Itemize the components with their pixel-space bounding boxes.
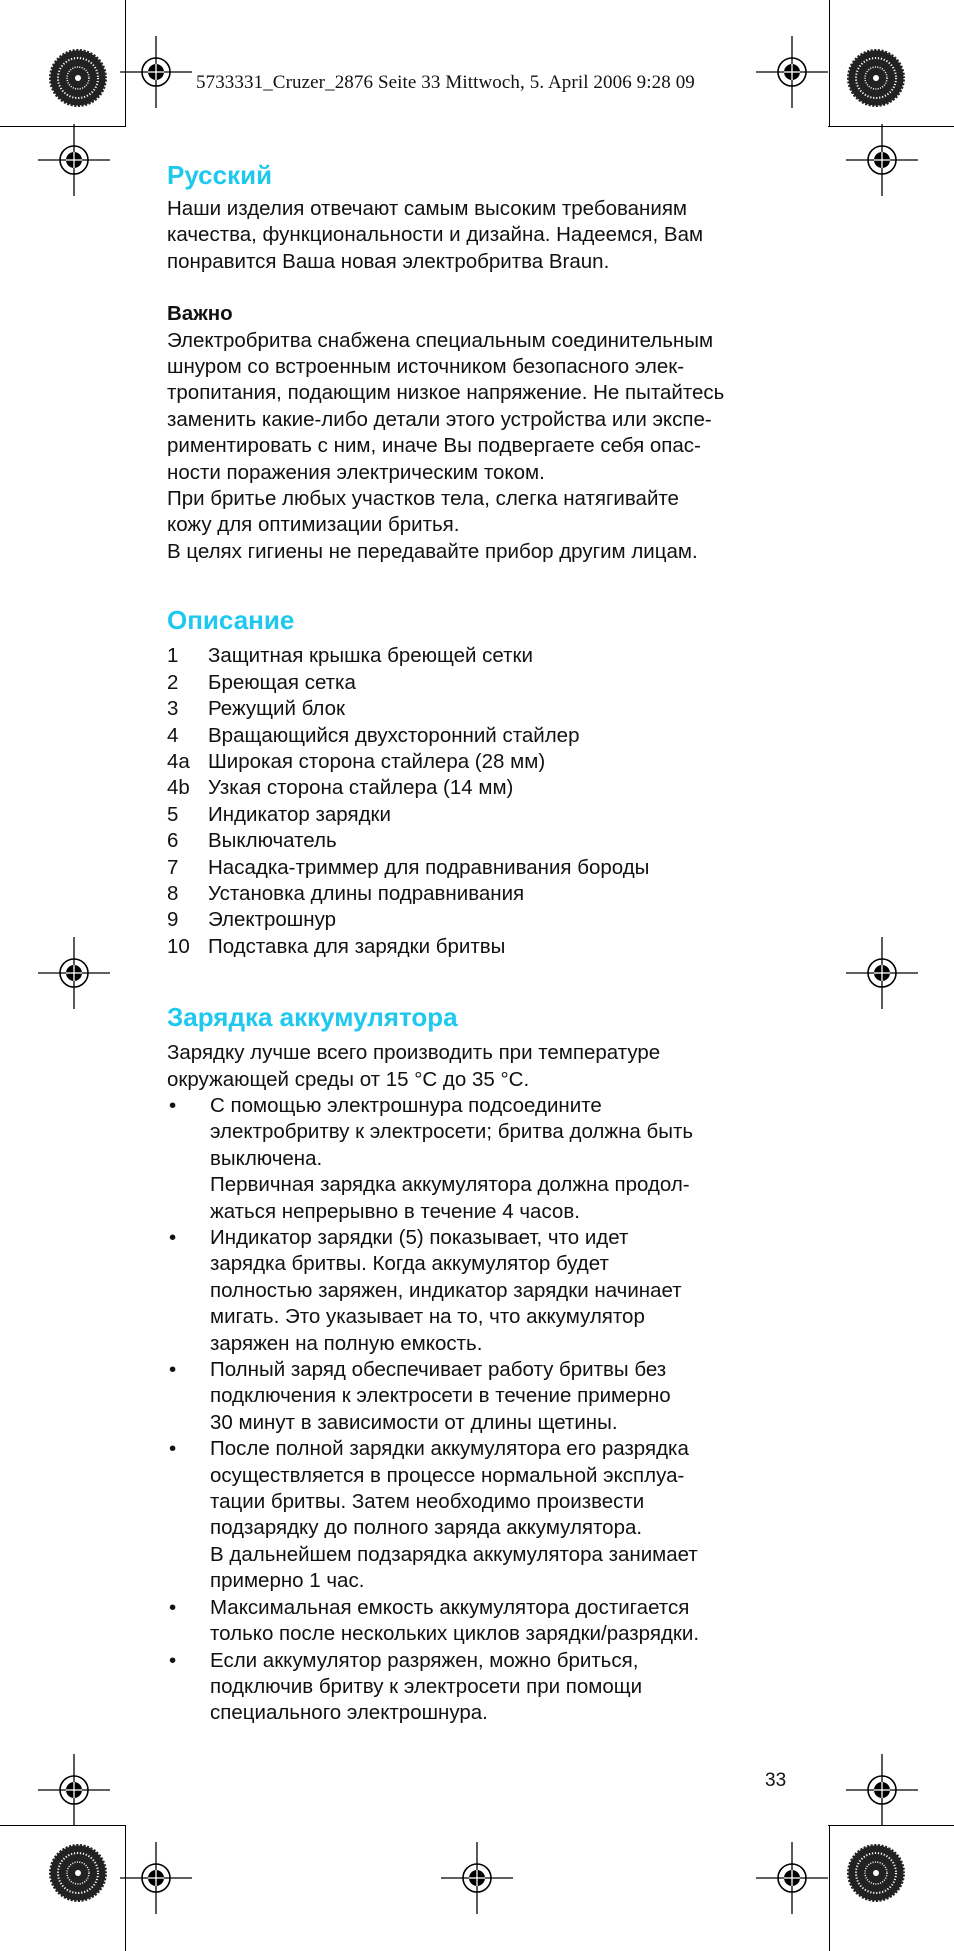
important-title: Важно (167, 302, 233, 326)
item-number: 3 (167, 697, 179, 721)
text-line: заменить какие-либо детали этого устройства или экспе- (167, 407, 712, 431)
item-text: Насадка-триммер для подравнивания бороды (208, 855, 650, 879)
list-item (167, 775, 807, 801)
item-text: Защитная крышка бреющей сетки (208, 644, 533, 668)
text-line: окружающей среды от 15 °C до 35 °C. (167, 1067, 530, 1091)
text-line: ности поражения электрическим током. (167, 460, 545, 484)
item-text: Режущий блок (208, 697, 345, 721)
charging-bullets (167, 1093, 807, 1727)
item-number: 9 (167, 908, 179, 932)
text-line: Если аккумулятор разряжен, можно бриться, (210, 1648, 639, 1672)
item-text: Индикатор зарядки (208, 802, 391, 826)
starburst-target-icon (49, 49, 107, 107)
list-item (167, 802, 807, 828)
list-item (167, 749, 807, 775)
text-line: риментировать с ним, иначе Вы подвергаете себя опас- (167, 434, 701, 458)
text-line: жаться непрерывно в течение 4 часов. (210, 1199, 580, 1223)
list-item (167, 855, 807, 881)
registration-mark-icon (846, 1754, 918, 1826)
list-item (167, 723, 807, 749)
text-line: Индикатор зарядки (5) показывает, что идет (210, 1226, 629, 1249)
text-line: заряжен на полную емкость. (210, 1331, 483, 1355)
text-line: Зарядку лучше всего производить при температуре (167, 1041, 661, 1065)
text-line: примерно 1 час. (210, 1569, 365, 1593)
bullet-icon: • (169, 1595, 177, 1619)
item-number: 7 (167, 855, 179, 879)
text-line: подключив бритву к электросети при помощи (210, 1674, 643, 1698)
item-number: 6 (167, 829, 179, 853)
starburst-target-icon (49, 1844, 107, 1902)
text-line: После полной зарядки аккумулятора его разрядка (210, 1437, 689, 1461)
text-line: мигать. Это указывает на то, что аккумулятор (210, 1305, 645, 1329)
section-heading-russian: Русский (167, 160, 273, 190)
text-line: Полный заряд обеспечивает работу бритвы без (210, 1358, 667, 1382)
bullet-item (167, 1436, 807, 1594)
text-line: осуществляется в процессе нормальной эксплуа- (210, 1463, 685, 1487)
text-line: С помощью электрошнура подсоедините (210, 1093, 602, 1117)
item-text: Подставка для зарядки бритвы (208, 934, 506, 958)
text-line: Максимальная емкость аккумулятора достигается (210, 1595, 690, 1619)
text-line: В целях гигиены не передавайте прибор другим лицам. (167, 539, 698, 563)
item-number: 1 (167, 644, 179, 668)
text-line: только после нескольких циклов зарядки/разрядки. (210, 1622, 700, 1646)
text-line: подзарядку до полного заряда аккумулятора. (210, 1516, 643, 1540)
item-text: Электрошнур (208, 908, 336, 932)
print-slug: 5733331_Cruzer_2876 Seite 33 Mittwoch, 5. April 2006 9:28 09 (196, 72, 695, 93)
text-line: Первичная зарядка аккумулятора должна продол- (210, 1173, 690, 1197)
list-item (167, 828, 807, 854)
registration-mark-icon (120, 1842, 192, 1914)
text-line: тропитания, подающим низкое напряжение. Не пытайтесь (167, 381, 725, 405)
registration-mark-icon (120, 36, 192, 108)
item-text: Широкая сторона стайлера (28 мм) (208, 749, 546, 773)
text-line: В дальнейшем подзарядка аккумулятора занимает (210, 1542, 698, 1566)
text-line: Электробритва снабжена специальным соединительным (167, 328, 714, 352)
text-line: подключения к электросети в течение примерно (210, 1384, 671, 1408)
page-number: 33 (765, 1770, 787, 1791)
list-item (167, 696, 807, 722)
bullet-icon: • (169, 1358, 177, 1382)
registration-mark-icon (38, 937, 110, 1009)
bullet-icon: • (169, 1648, 177, 1672)
section-heading-charging: Зарядка аккумулятора (167, 1002, 458, 1033)
list-item (167, 643, 807, 669)
bullet-item (167, 1595, 807, 1648)
starburst-target-icon (847, 1844, 905, 1902)
list-item (167, 934, 807, 960)
text-line: шнуром со встроенным источником безопасного элек- (167, 355, 685, 379)
text-line: кожу для оптимизации бритья. (167, 513, 460, 537)
item-number: 2 (167, 670, 179, 694)
list-item (167, 670, 807, 696)
registration-mark-icon (756, 36, 828, 108)
item-text: Установка длины подравнивания (208, 881, 525, 905)
registration-mark-icon (756, 1842, 828, 1914)
item-number: 8 (167, 881, 179, 905)
bullet-item (167, 1225, 807, 1357)
text-line: 30 минут в зависимости от длины щетины. (210, 1410, 618, 1434)
item-text: Бреющая сетка (208, 670, 356, 694)
intro-paragraph (167, 196, 807, 275)
registration-mark-icon (38, 124, 110, 196)
text-line: тации бритвы. Затем необходимо произвести (210, 1490, 645, 1514)
text-line: Наши изделия отвечают самым высоким требованиям (167, 197, 688, 220)
text-line: При бритье любых участков тела, слегка натягивайте (167, 487, 679, 511)
registration-mark-icon (846, 937, 918, 1009)
item-text: Вращающийся двухсторонний стайлер (208, 723, 580, 747)
starburst-target-icon (847, 49, 905, 107)
bullet-icon: • (169, 1437, 177, 1461)
registration-mark-icon (38, 1754, 110, 1826)
charging-intro (167, 1040, 807, 1093)
item-number: 4a (167, 749, 190, 773)
list-item (167, 907, 807, 933)
registration-mark-icon (441, 1842, 513, 1914)
item-text: Выключатель (208, 829, 337, 853)
text-line: понравится Ваша новая электробритва Braun. (167, 249, 610, 273)
document-body (167, 155, 807, 1727)
bullet-item (167, 1093, 807, 1225)
item-number: 4b (167, 776, 190, 800)
text-line: электробритву к электросети; бритва должна быть (210, 1120, 694, 1144)
text-line: зарядка бритвы. Когда аккумулятор будет (210, 1252, 609, 1276)
bullet-icon: • (169, 1093, 177, 1117)
text-line: полностью заряжен, индикатор зарядки начинает (210, 1278, 682, 1302)
item-number: 10 (167, 934, 190, 958)
text-line: выключена. (210, 1146, 323, 1170)
section-heading-description: Описание (167, 605, 295, 636)
item-text: Узкая сторона стайлера (14 мм) (208, 776, 514, 800)
registration-mark-icon (846, 124, 918, 196)
text-line: качества, функциональности и дизайна. Надеемся, Вам (167, 223, 704, 247)
item-number: 4 (167, 723, 179, 747)
text-line: специального электрошнура. (210, 1701, 488, 1725)
bullet-item (167, 1357, 807, 1436)
bullet-item (167, 1648, 807, 1727)
important-paragraph (167, 328, 807, 566)
bullet-icon: • (169, 1226, 177, 1249)
item-number: 5 (167, 802, 179, 826)
list-item (167, 881, 807, 907)
parts-list (167, 643, 807, 960)
